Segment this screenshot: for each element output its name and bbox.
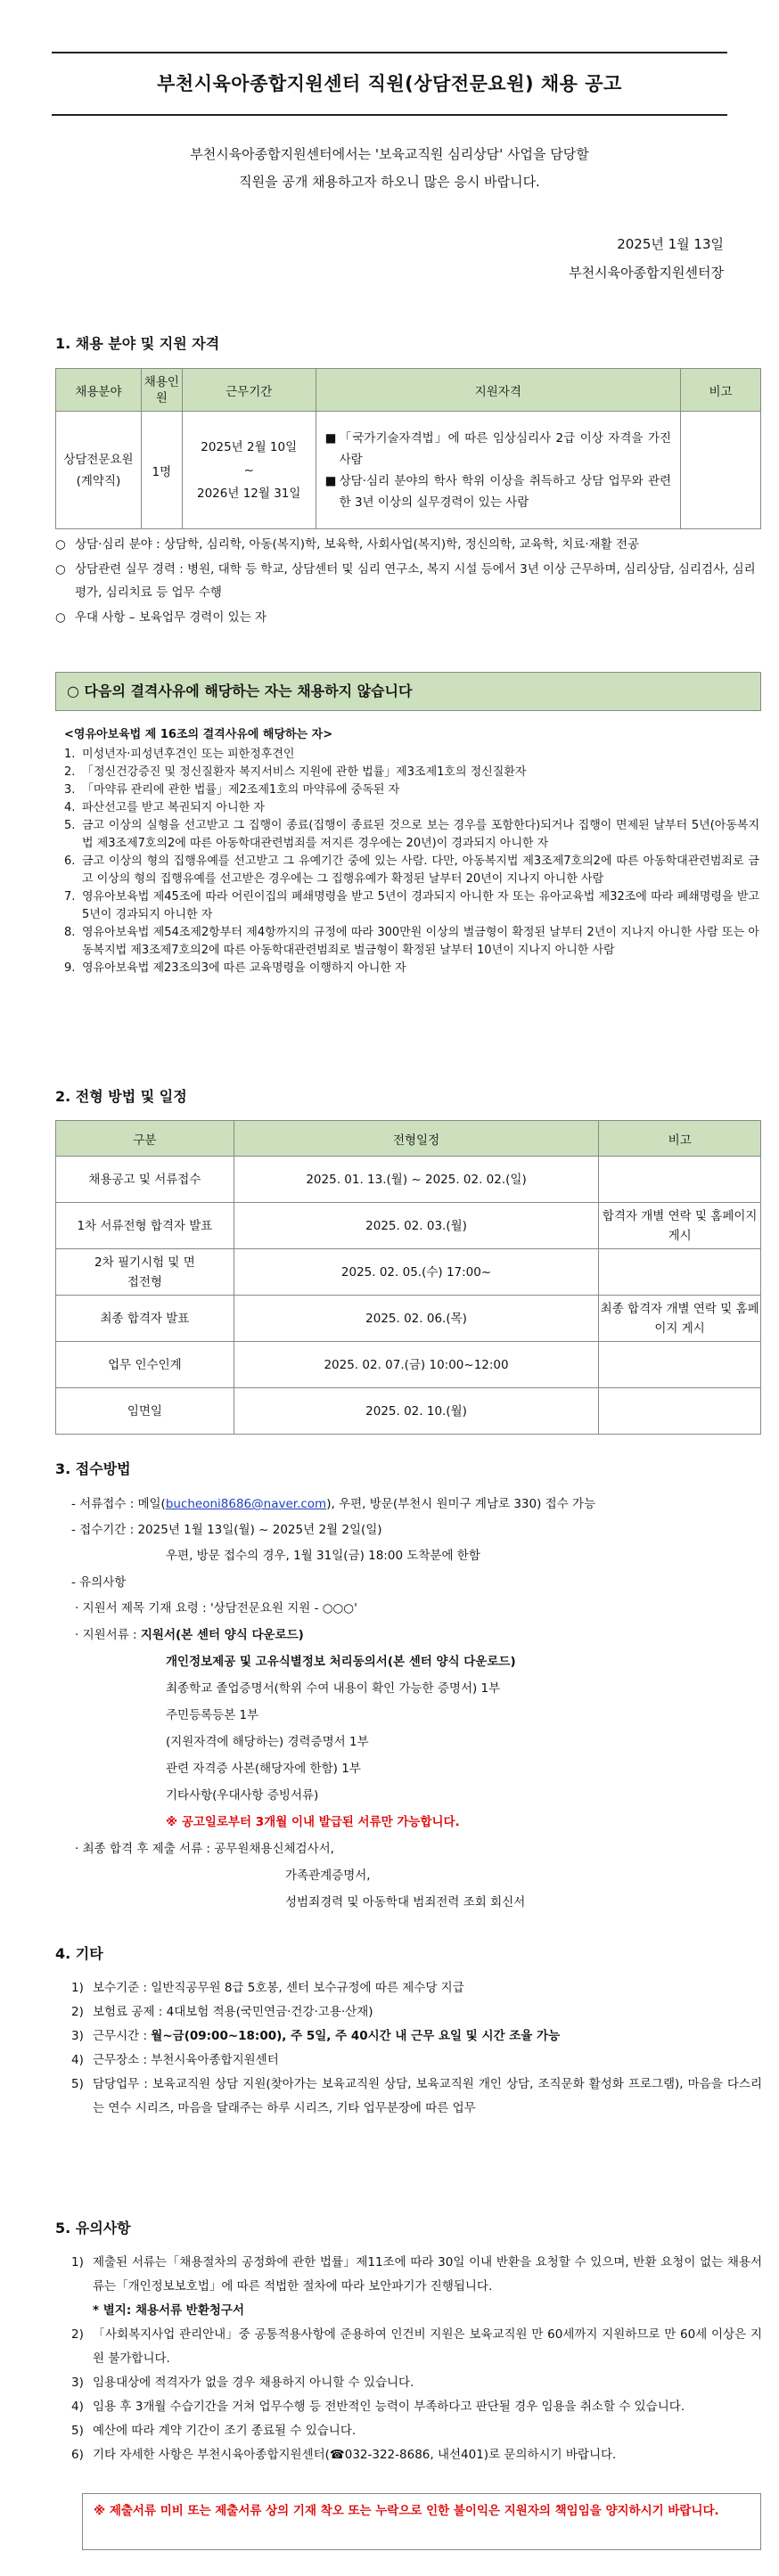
qualification-cell bbox=[316, 412, 680, 529]
list-item: 2. 「정신건강증진 및 정신질환자 복지서비스 지원에 관한 법률」제3조제1호의 정신질환자 bbox=[64, 765, 527, 779]
doc-item: 최종학교 졸업증명서(학위 수여 내용이 확인 가능한 증명서) 1부 bbox=[166, 1681, 501, 1696]
docs-warning: ※ 공고일로부터 3개월 이내 발급된 서류만 가능합니다. bbox=[166, 1815, 460, 1829]
final-warning: ※ 제출서류 미비 또는 제출서류 상의 기재 착오 또는 누락으로 인한 불이익은 지원자의 책임임을 양지하시기 바랍니다. bbox=[82, 2493, 761, 2550]
email-link[interactable]: bucheoni8686@naver.com bbox=[165, 1497, 327, 1511]
list-item: 5) 예산에 따라 계약 기간이 조기 종료될 수 있습니다. bbox=[71, 2424, 357, 2438]
table-header-row bbox=[56, 369, 761, 412]
application-period: - 접수기간 : 2025년 1월 13일(월) ~ 2025년 2월 2일(일) bbox=[71, 1523, 382, 1537]
list-item: 2) 「사회복지사업 관리안내」중 공통적용사항에 준용하여 인건비 지원은 보육교직원 만 60세까지 지원하므로 만 60세 이상은 지원 불가합니다. bbox=[71, 2327, 762, 2366]
section-1-title: 1. 채용 분야 및 지원 자격 bbox=[55, 335, 220, 352]
list-item: 9. 영유아보육법 제23조의3에 따른 교육명령을 이행하지 아니한 자 bbox=[64, 961, 406, 975]
list-item: 6. 금고 이상의 형의 집행유예를 선고받고 그 유예기간 중에 있는 사람. 다만, 아동복지법 제3조제7호의2에 따른 아동학대관련범죄로 금고 이상의 형의 집행유예를 선고받은 경우에는 그 집행유예가 확정된 날부터 20년이 지나지 아니한 사람 bbox=[64, 855, 759, 886]
list-item: 6) 기타 자세한 사항은 부천시육아종합지원센터(☎032-322-8686, 내선401)로 문의하시기 바랍니다. bbox=[71, 2448, 617, 2462]
square-bullet-icon: ■ bbox=[324, 430, 337, 446]
issuer: 부천시육아종합지원센터장 bbox=[569, 265, 724, 281]
notice-date: 2025년 1월 13일 bbox=[617, 236, 724, 252]
date-cell: 2025. 02. 10.(월) bbox=[234, 1388, 598, 1435]
intro-text bbox=[62, 141, 717, 196]
list-item: 3) 근무시간 : 월~금(09:00~18:00), 주 5일, 주 40시간 내 근무 요일 및 시간 조율 가능 bbox=[71, 2029, 561, 2043]
header-cell: 근무기간 bbox=[182, 369, 316, 412]
caution-heading: - 유의사항 bbox=[71, 1575, 127, 1590]
period-end: 2026년 12월 31일 bbox=[197, 486, 301, 501]
date-cell: 2025. 02. 03.(월) bbox=[234, 1203, 598, 1249]
circle-bullet-icon: ○ bbox=[55, 562, 66, 577]
header-cell: 비고 bbox=[681, 369, 761, 412]
attachment-note: * 별지: 채용서류 반환청구서 bbox=[93, 2303, 245, 2318]
note-cell: 합격자 개별 연락 및 홈페이지 게시 bbox=[599, 1203, 761, 1249]
work-hours: 월~금(09:00~18:00), 주 5일, 주 40시간 내 근무 요일 및 시간 조율 가능 bbox=[151, 2029, 561, 2043]
date-cell: 2025. 02. 06.(목) bbox=[234, 1296, 598, 1342]
final-docs-line: · 최종 합격 후 제출 서류 : 공무원채용신체검사서, bbox=[75, 1842, 334, 1856]
note-cell: 최종 합격자 개별 연락 및 홈페이지 게시 bbox=[599, 1296, 761, 1342]
section-4-title: 4. 기타 bbox=[55, 1945, 103, 1962]
list-item: 5) 담당업무 : 보육교직원 상담 지원(찾아가는 보육교직원 상담, 보육교직원 개인 상담, 조직문화 활성화 프로그램), 마음을 다스리는 연수 시리즈, 마음을 달래주는 하루 시리즈, 기타 업무분장에 따른 업무 bbox=[71, 2077, 762, 2115]
period-cell bbox=[182, 412, 316, 529]
disqualification-list bbox=[64, 726, 759, 977]
intro-line-1: 부천시육아종합지원센터에서는 '보육교직원 심리상담' 사업을 담당할 bbox=[190, 146, 589, 162]
circle-bullet-icon: ○ bbox=[55, 537, 66, 552]
qualification-item: ■ 상담·심리 분야의 학사 학위 이상을 취득하고 상담 업무와 관련한 3년 이상의 실무경력이 있는 사람 bbox=[325, 470, 671, 513]
header-cell: 채용분야 bbox=[56, 369, 142, 412]
date-cell: 2025. 02. 07.(금) 10:00~12:00 bbox=[234, 1342, 598, 1388]
list-item: 7. 영유아보육법 제45조에 따라 어린이집의 폐쇄명령을 받고 5년이 경과되지 아니한 자 또는 유아교육법 제32조에 따라 폐쇄명령을 받고 5년이 경과되지 아니한 자 bbox=[64, 890, 759, 921]
stage-cell: 업무 인수인계 bbox=[56, 1342, 234, 1388]
note-item: ○ 우대 사항 – 보육업무 경력이 있는 자 bbox=[55, 606, 761, 629]
caution-list bbox=[71, 2251, 762, 2467]
list-item: 2) 보험료 공제 : 4대보험 적용(국민연금·건강·고용·산재) bbox=[71, 2005, 373, 2019]
stage-cell: 1차 서류전형 합격자 발표 bbox=[56, 1203, 234, 1249]
final-doc-item: 가족관계증명서, bbox=[285, 1869, 371, 1883]
schedule-table bbox=[55, 1120, 761, 1435]
header-cell: 전형일정 bbox=[234, 1121, 598, 1157]
count-cell: 1명 bbox=[141, 412, 182, 529]
table-row bbox=[56, 412, 761, 529]
note-cell bbox=[599, 1388, 761, 1435]
table-row bbox=[56, 1388, 761, 1435]
section-2-title: 2. 전형 방법 및 일정 bbox=[55, 1088, 187, 1105]
doc-item: (지원자격에 해당하는) 경력증명서 1부 bbox=[166, 1735, 369, 1749]
disqualification-banner: ○ 다음의 결격사유에 해당하는 자는 채용하지 않습니다 bbox=[55, 672, 761, 711]
period-start: 2025년 2월 10일 bbox=[201, 439, 298, 454]
qualification-notes bbox=[55, 533, 761, 631]
list-item: 1) 보수기준 : 일반직공무원 8급 5호봉, 센터 보수규정에 따른 제수당 지급 bbox=[71, 1981, 464, 1995]
list-item: 3. 「마약류 관리에 관한 법률」제2조제1호의 마약류에 중독된 자 bbox=[64, 783, 400, 797]
submission-method: - 서류접수 : 메일(bucheoni8686@naver.com), 우편, 방문(부천시 원미구 계남로 330) 접수 가능 bbox=[71, 1497, 596, 1511]
stage-cell: 임면일 bbox=[56, 1388, 234, 1435]
position-cell bbox=[56, 412, 142, 529]
header-cell: 비고 bbox=[599, 1121, 761, 1157]
qualification-item: ■ 「국가기술자격법」에 따른 임상심리사 2급 이상 자격을 가진 사람 bbox=[325, 428, 671, 470]
title-bottom-rule bbox=[52, 114, 727, 116]
note-item: ○ 상담·심리 분야 : 상담학, 심리학, 아동(복지)학, 보육학, 사회사업(복지)학, 정신의학, 교육학, 치료·재활 전공 bbox=[55, 533, 761, 556]
section-3-title: 3. 접수방법 bbox=[55, 1460, 131, 1477]
list-item: 4. 파산선고를 받고 복권되지 아니한 자 bbox=[64, 801, 265, 814]
header-cell: 채용인원 bbox=[141, 369, 182, 412]
list-item: 1. 미성년자·피성년후견인 또는 피한정후견인 bbox=[64, 748, 295, 761]
position-type: (계약직) bbox=[76, 473, 121, 488]
title-top-rule bbox=[52, 52, 727, 53]
stage-cell: 채용공고 및 서류접수 bbox=[56, 1157, 234, 1203]
note-cell bbox=[599, 1342, 761, 1388]
date-cell: 2025. 02. 05.(수) 17:00~ bbox=[234, 1249, 598, 1296]
section-5-title: 5. 유의사항 bbox=[55, 2220, 131, 2237]
square-bullet-icon: ■ bbox=[324, 473, 337, 488]
list-item: 1) 제출된 서류는「채용절차의 공정화에 관한 법률」제11조에 따라 30일 이내 반환을 요청할 수 있으며, 반환 요청이 없는 채용서류는「개인정보보호법」에 따른 적법한 절차에 따라 보안파기가 진행됩니다. * 별지: 채용서류 반환청구서 bbox=[71, 2255, 762, 2318]
note-cell bbox=[599, 1157, 761, 1203]
date-block bbox=[569, 230, 724, 287]
list-item: 4) 임용 후 3개월 수습기간을 거쳐 업무수행 등 전반적인 능력이 부족하다고 판단될 경우 임용을 취소할 수 있습니다. bbox=[71, 2400, 685, 2414]
stage-cell: 최종 합격자 발표 bbox=[56, 1296, 234, 1342]
note-item: ○ 상담관련 실무 경력 : 병원, 대학 등 학교, 상담센터 및 심리 연구소, 복지 시설 등에서 3년 이상 근무하며, 심리상담, 심리검사, 심리평가, 심리치료 등 업무 수행 bbox=[55, 558, 761, 604]
doc-item: 지원서(본 센터 양식 다운로드) bbox=[140, 1628, 304, 1642]
final-doc-item: 성범죄경력 및 아동학대 범죄전력 조회 회신서 bbox=[285, 1895, 526, 1910]
disqualification-heading: <영유아보육법 제 16조의 결격사유에 해당하는 자> bbox=[64, 728, 333, 741]
page-title: 부천시육아종합지원센터 직원(상담전문요원) 채용 공고 bbox=[157, 73, 622, 94]
doc-item: 기타사항(우대사항 증빙서류) bbox=[166, 1788, 319, 1803]
table-row bbox=[56, 1249, 761, 1296]
doc-item: 관련 자격증 사본(해당자에 한함) 1부 bbox=[166, 1762, 361, 1776]
remarks-cell bbox=[681, 412, 761, 529]
subject-rule: · 지원서 제목 기재 요령 : '상담전문요원 지원 - ○○○' bbox=[75, 1601, 357, 1615]
intro-line-2: 직원을 공개 채용하고자 하오니 많은 응시 바랍니다. bbox=[239, 174, 540, 190]
table-row bbox=[56, 1203, 761, 1249]
table-row bbox=[56, 1342, 761, 1388]
stage-cell: 2차 필기시험 및 면접전형 bbox=[56, 1249, 234, 1296]
documents-line: · 지원서류 : 지원서(본 센터 양식 다운로드) bbox=[75, 1628, 304, 1642]
list-item: 4) 근무장소 : 부천시육아종합지원센터 bbox=[71, 2053, 279, 2067]
list-item: 5. 금고 이상의 실형을 선고받고 그 집행이 종료(집행이 종료된 것으로 보는 경우를 포함한다)되거나 집행이 면제된 날부터 5년(아동복지법 제3조제7호의2에 따른 아동학대관련범죄를 저지른 경우에는 20년)이 경과되지 아니한 자 bbox=[64, 819, 759, 850]
doc-item: 개인정보제공 및 고유식별정보 처리동의서(본 센터 양식 다운로드) bbox=[166, 1655, 516, 1669]
etc-list bbox=[71, 1976, 762, 2121]
header-cell: 지원자격 bbox=[316, 369, 680, 412]
position-name: 상담전문요원 bbox=[63, 452, 134, 467]
doc-item: 주민등록등본 1부 bbox=[166, 1708, 259, 1722]
list-item: 8. 영유아보육법 제54조제2항부터 제4항까지의 규정에 따라 300만원 이상의 벌금형이 확정된 날부터 2년이 지나지 아니한 사람 또는 아동복지법 제3조제7호의2에 따른 아동학대관련범죄로 벌금형이 확정된 날부터 10년이 지나지 아니한 사람 bbox=[64, 926, 759, 957]
header-cell: 구분 bbox=[56, 1121, 234, 1157]
table-header-row bbox=[56, 1121, 761, 1157]
table-row bbox=[56, 1157, 761, 1203]
recruitment-table bbox=[55, 368, 761, 529]
note-cell bbox=[599, 1249, 761, 1296]
table-row bbox=[56, 1296, 761, 1342]
date-cell: 2025. 01. 13.(월) ~ 2025. 02. 02.(일) bbox=[234, 1157, 598, 1203]
list-item: 3) 임용대상에 적격자가 없을 경우 채용하지 아니할 수 있습니다. bbox=[71, 2376, 414, 2390]
period-tilde: ~ bbox=[243, 462, 254, 478]
application-period-note: 우편, 방문 접수의 경우, 1월 31일(금) 18:00 도착분에 한함 bbox=[166, 1549, 480, 1563]
circle-bullet-icon: ○ bbox=[55, 610, 66, 625]
